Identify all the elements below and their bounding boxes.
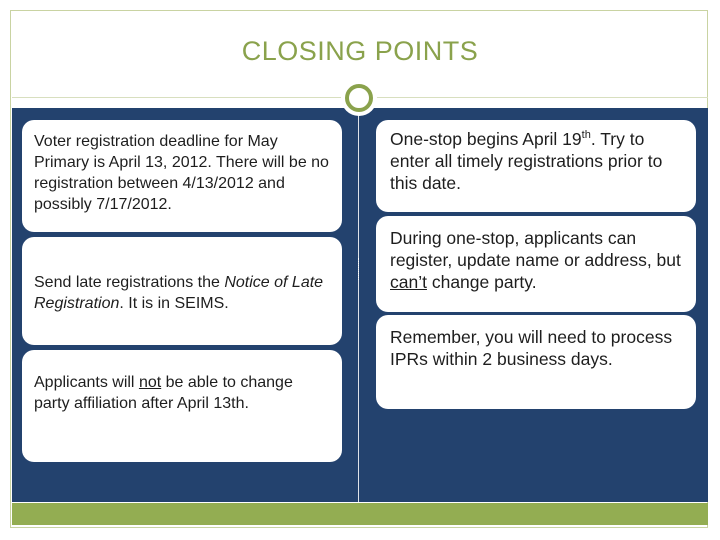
point-text-italic: Notice of Late Registration	[34, 274, 324, 312]
point-text: Remember, you will need to process IPRs within 2 business days.	[390, 327, 673, 369]
point-text-underlined: not	[138, 374, 162, 391]
point-text-underlined: can’t	[390, 272, 427, 292]
point-text: During one-stop, applicants can register, update name or address, but	[390, 228, 681, 270]
closing-point-box	[22, 120, 342, 232]
slide-title: CLOSING POINTS	[241, 36, 479, 66]
point-text: . Try to enter all timely registrations prior to this date.	[390, 129, 663, 193]
point-text: change party.	[426, 272, 537, 292]
circle-ornament-icon	[341, 80, 377, 116]
closing-point-box	[22, 350, 342, 462]
point-text: Applicants will	[34, 374, 139, 391]
closing-point-box	[376, 315, 696, 409]
closing-point-box	[376, 120, 696, 212]
point-text: be able to change party affiliation after April 13th.	[34, 374, 293, 412]
footer-bar	[12, 503, 708, 525]
divider-tick	[358, 258, 362, 280]
point-text: Send late registrations the	[34, 274, 225, 291]
point-text: One-stop begins April 19	[390, 129, 582, 149]
closing-point-box	[22, 237, 342, 345]
point-text: . It is in SEIMS.	[119, 295, 229, 312]
column-divider	[358, 108, 359, 502]
closing-point-box	[376, 216, 696, 312]
point-text: Voter registration deadline for May Primary is April 13, 2012. There will be no registration between 4/13/2012 and possibly 7/17/2012.	[34, 133, 329, 213]
point-text-superscript: th	[581, 129, 591, 142]
